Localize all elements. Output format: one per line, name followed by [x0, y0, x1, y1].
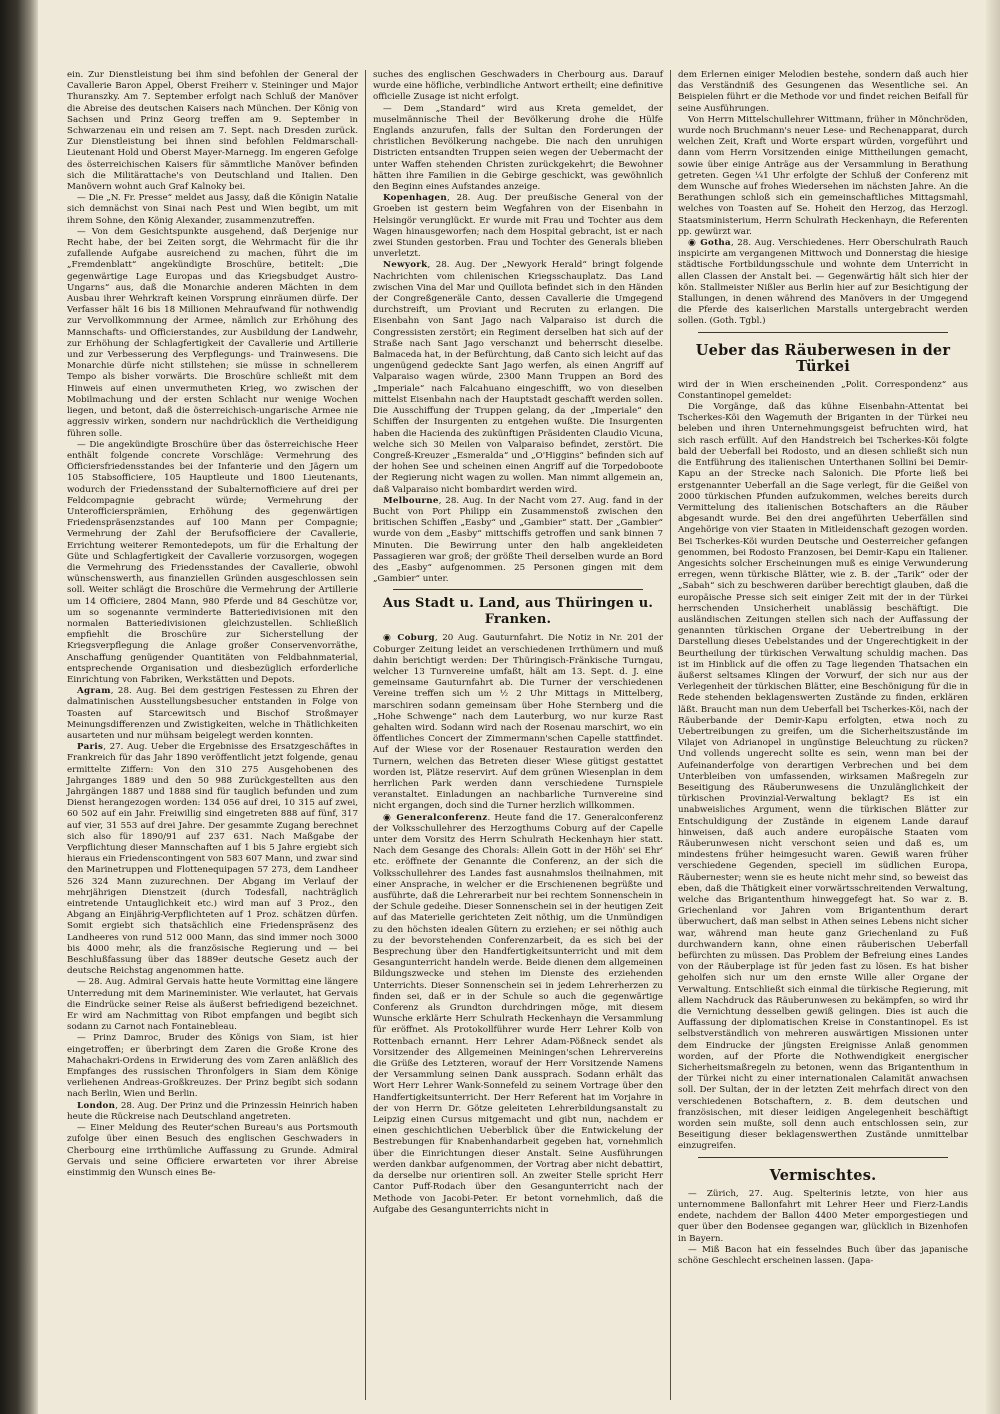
article-text: , 28. Aug. Bei dem gestrigen Festessen zu Ehren der dalmatinischen Ausstellungsbesucher entstanden in Folge von Toasten auf Starcewitsch und Bischof Stroßmayer Meinungsdifferenzen und Zwistigkeiten, welche in Thätlichkeiten ausarteten und nur mühsam beigelegt werden konnten. [67, 686, 358, 741]
page-edge [986, 0, 1000, 1414]
article-paragraph: — 28. Aug. Admiral Gervais hatte heute Vormittag eine längere Unterredung mit dem Marineminister. Wie verlautet, hat Gervais die Eindrücke seiner Reise als äußerst befriedigend bezeichnet. Er wird am Nachmittag von Ribot empfangen und begibt sich sodann zu Carnot nach Fontainebleau. [67, 977, 358, 1033]
article-paragraph: — Die angekündigte Broschüre über das österreichische Heer enthält folgende concrete Vorschläge: Vermehrung des Officiersfriedensstandes bei der Infanterie und den Jägern um 105 Stabsofficiere, 105 Hauptleute und 1800 Lieutenants, wodurch der Friedensstand der Subalternofficiere auf drei per Feldcompagnie gebracht würde; Vermehrung der Unterofficiersprämien, Erhöhung des gegenwärtigen Friedenspräsenzstandes auf 100 Mann per Compagnie; Vermehrung der Zahl der Berufsofficiere der Cavallerie, Errichtung weiterer Remontedepots, um für die Erhaltung der Güte und Schlagfertigkeit der Cavallerie vorzusorgen, wogegen die Vermehrung des Friedensstandes der Cavallerie, obwohl wünschenswerth, aus finanziellen Gründen ausgeschlossen sein soll. Weiter schlägt die Broschüre die Vermehrung der Artillerie um 14 Officiere, 2804 Mann, 980 Pferde und 84 Geschütze vor, um so sogenannte verminderte Batteriedivisionen mit den normalen Batteriedivisionen gleichzustellen. Schließlich empfiehlt die Broschüre zur Sicherstellung der Kriegsverpflegung die Anlage großer Conservenvorräthe, Anschaffung genügender Quantitäten von Feldbahnmaterial, entsprechende Organisation und diesbezüglich erforderliche Einrichtung von Fabriken, Werkstätten und Depots. [67, 439, 358, 685]
article-text: , 28. Aug. Der „Newyork Herald“ bringt folgende Nachrichten vom chilenischen Kriegsschauplatz. Das Land zwischen Vina del Mar und Quillota befindet sich in den Händen der Congreßgeneräle Canto, dessen Cavallerie die Umgegend durchstreift, um Proviant und Recruten zu erlangen. Die Eisenbahn von Sant Jago nach Valparaiso ist durch die Congressisten zerstört; ein Regiment derselben hat sich auf der Straße nach Sant Jago verschanzt und beherrscht dieselbe. Balmaceda hat, in der Befürchtung, daß Canto sich leicht auf das ungenügend gedeckte Sant Jago werfen, als einen Angriff auf Valparaiso wagen würde, 2300 Mann Truppen an Bord des „Imperiale“ nach Falcahuano eingeschifft, wo von dieselben mittelst Eisenbahn nach der Hauptstadt geschafft werden sollen. Die Ausschiffung der Truppen gelang, da der „Imperiale“ den Schiffen der Insurgenten zu entgehen wußte. Die Insurgenten haben die Hacienda des zukünftigen Präsidenten Claudio Vicuna, welche sich 30 Meilen von Valparaiso befindet, zerstört. Die Congreß-Kreuzer „Esmeralda“ und „O'Higgins“ befinden sich auf der hohen See und scheinen einen Angriff auf die Torpedoboote der Regierung nicht wagen zu wollen. Man nimmt allgemein an, daß Valparaiso nicht bombardirt werden wird. [373, 260, 663, 495]
article-paragraph: — Die „N. Fr. Presse“ meldet aus Jassy, daß die Königin Natalie sich demnächst von Sinai nach Pest und Wien begibt, um mit ihrem Sohne, den König Alexander, zusammenzutreffen. [67, 193, 358, 226]
section-symbol-icon: ◉ [688, 238, 701, 249]
article-paragraph: Die Vorgänge, daß das kühne Eisenbahn-Attentat bei Tscherkes-Köi den Wagemuth der Briganten in der Türkei neu beleben und ihren Unternehmungsgeist befruchten wird, hat sich rasch erfüllt. Auf den Handstreich bei Tscherkes-Köi folgte bald der Ueberfall bei Rodosto, und an diesen schließt sich nun die Entführung des italienischen Unterthanen Sollini bei Demir-Kapu an der Strecke nach Salonich. Die Pforte ließ bei erstgenannter Ueberfall an die Sage verlegt, für die Geißel von 2000 türkischen Pfunden aufzukommen, welches bereits durch Vermittelung des italienischen Botschafters an die Räuber abgesandt wurde. Bei den drei angeführten Ueberfällen sind Angehörige von vier Staaten in Mitleidenschaft gezogen worden. Bei Tscherkes-Köi wurden Deutsche und Oesterreicher gefangen genommen, bei Rodosto Franzosen, bei Demir-Kapu ein Italiener. Angesichts solcher Erscheinungen muß es einige Verwunderung erregen, wenn türkische Blätter, wie z. B. der „Tarik“ oder der „Sabah“ sich zu beschweren darüber berechtigt glauben, daß die europäische Presse sich seit einiger Zeit mit der in der Türkei herrschenden Unsicherheit unablässig beschäftigt. Die ausländischen Zeitungen stellen sich nach der Auffassung der genannten türkischen Organe der Uebertreibung in der Darstellung dieses Uebelstandes und der Ungerechtigkeit in der Beurtheilung der türkischen Verwaltung schuldig machen. Das ist im Hinblick auf die offen zu Tage liegenden Thatsachen ein äußerst seltsames Klingen der Vorwurf, der sich nur aus der Verlegenheit der türkischen Blätter, eine Beschönigung für die in Rede stehenden beklagenswerten Zustände zu finden, erklären läßt. Braucht man nun dem Ueberfall bei Tscherkes-Köi, nach der Räuberbande der Demir-Kapu erfolgten, etwa noch zu Uebertreibungen zu greifen, um die Sicherheitszustände im Vilajet von Adrianopel in ungünstige Beleuchtung zu rücken? Und vollends ungerecht sollte es sein, wenn man bei der Aufeinanderfolge von derartigen Verbrechen und bei dem Unterbleiben von umfassenden, wirksamen Maßregeln zur Beseitigung des Räuberunwesens die Unzulänglichkeit der türkischen Provinzial-Verwaltung beklagt? Es ist ein unabweisliches Argument, wenn die türkischen Blätter zur Entschuldigung der Zustände in eigenem Lande darauf hinweisen, daß auch andere europäische Staaten vom Räuberunwesen nicht verschont seien und daß es, um mindestens früher heimgesucht waren. Gewiß waren früher verschiedene Gegenden, speciell im südlichen Europa, Räubernester; wenn sie es heute nicht mehr sind, so beweist das eben, daß die Thätigkeit einer vorwärtsschreitenden Verwaltung, welche das Brigantenthum hinweggefegt hat. So war z. B. Griechenland vor Jahren vom Brigantenthum derart überwuchert, daß man selbst in Athen seines Lebens nicht sicher war, während man heute ganz Griechenland zu Fuß durchwandern kann, ohne einen räuberischen Ueberfall befürchten zu müssen. Das Problem der Befreiung eines Landes von der Räuberplage ist für jeden fast zu lösen. Es hat bisher geholfen sich nur um den ernste Wille aller Organe der Verwaltung. Entschließt sich einmal die türkische Regierung, mit allem Nachdruck das Räuberunwesen zu bekämpfen, so wird ihr die Vernichtung desselben gewiß gelingen. Dies ist auch die Auffassung der diplomatischen Kreise in Constantinopel. Es ist selbstverständlich von mehreren auswärtigen Missionen unter dem Eindrucke der jüngsten Ereignisse Anlaß genommen worden, auf der Pforte die Nothwendigkeit energischer Sicherheitsmaßregeln zu betonen, wenn das Brigantenthum in der Türkei nicht zu einer internationalen Calamität anwachsen soll. Der Sultan, der in der letzten Zeit mehrfach direct von den verschiedenen Botschaftern, z. B. dem deutschen und französischen, mit dieser leidigen Angelegenheit beschäftigt worden sein mußte, soll denn auch entschlossen sein, zur Beseitigung dieser beklagenswerthen Zustände unmittelbar einzugreifen. [678, 402, 968, 1152]
article-paragraph: — Zürich, 27. Aug. Spelterinis letzte, von hier aus unternommene Ballonfahrt mit Lehrer Heer und Fierz-Landis endete, nachdem der Ballon 4400 Meter emporgestiegen und quer über den Bodensee gegangen war, glücklich in Bizenhofen in Bayern. [678, 1188, 968, 1244]
dateline: London [77, 1100, 116, 1111]
dateline: Paris [77, 742, 104, 753]
article-paragraph: ein. Zur Dienstleistung bei ihm sind befohlen der General der Cavallerie Baron Appel, Oberst Freiherr v. Steininger und Major Thuranszky. Am 7. September erfolgt nach Schluß der Manöver die Abreise des deutschen Kaisers nach München. Der König von Sachsen und Prinz Georg treffen am 9. September in Schwarzenau ein und reisen am 7. Sept. nach Dresden zurück. Zur Dienstleistung bei ihnen sind befohlen Feldmarschall-Lieutenant Hold und Oberst Mayer-Marnegg. Im engeren Gefolge des österreichischen Kaisers für sämmtliche Manöver befinden sich die Militärattache's von Deutschland und Italien. Den Manövern wohnt auch Graf Kalnoky bei. [67, 70, 358, 193]
dateline: Coburg [397, 633, 435, 644]
section-divider [393, 589, 643, 590]
column-fade [60, 1386, 365, 1400]
dateline-paragraph [678, 238, 968, 328]
section-symbol-icon: ◉ [383, 812, 397, 823]
column-fade [671, 1386, 975, 1400]
column-left [60, 70, 365, 1400]
article-paragraph: Von Herrn Mittelschullehrer Wittmann, früher in Mönchröden, wurde noch Bruchmann's neuer Lese- und Rechenapparat, durch welchen Zeit, Kraft und Worte erspart würden, vorgeführt und dann vom Herrn Vorsitzenden einige Mittheilungen gemacht, sowie über einige Anträge aus der Versammlung in Berathung getreten. Gegen ¼1 Uhr erfolgte der Schluß der Conferenz mit dem Wunsche auf frohes Wiedersehen im nächsten Jahre. An die Berathungen schloß sich ein gemeinschaftliches Mittagsmahl, welches von Toasten auf Se. Hoheit den Herzog, das Herzogl. Staatsministerium, Herrn Schulrath Heckenhayn, die Referenten pp. gewürzt war. [678, 114, 968, 237]
article-text: , 28. Aug. Verschiedenes. Herr Oberschulrath Rauch inspicirte am vergangenen Mittwoch und Donnerstag die hiesige städtische Fortbildungsschule und wohnte dem Unterricht in allen Classen der Anstalt bei. — Gegenwärtig hält sich hier der kön. Stallmeister Nißler aus Berlin hier auf zur Besichtigung der Stallungen, in denen während des Manövers in der Umgegend die Pferde des kaiserlichen Marstalls untergebracht werden sollen. (Goth. Tgbl.) [678, 238, 968, 327]
article-text: , 28. Aug. In der Nacht vom 27. Aug. fand in der Bucht von Port Philipp ein Zusammenstoß zwischen den britischen Schiffen „Easby“ und „Gambier“ statt. Der „Gambier“ wurde von dem „Easby“ mittschiffs getroffen und sank binnen 7 Minuten. Die Bewirrung unter den halb angekleideten Passagieren war groß; der größte Theil derselben wurde an Bord des „Easby“ aufgenommen. 25 Personen gingen mit dem „Gambier“ unter. [373, 495, 663, 585]
article-text: , 28. Aug. Der Prinz und die Prinzessin Heinrich haben heute die Rückreise nach Deutschland angetreten. [67, 1100, 358, 1122]
article-heading: Ueber das Räuberwesen in der Türkei [695, 341, 951, 375]
article-text: , 20 Aug. Gauturnfahrt. Die Notiz in Nr. 201 der Coburger Zeitung leidet an verschiedenen Irrthümern und muß dahin berichtigt werden: Der Thüringisch-Fränkische Turngau, welcher 13 Turnvereine umfaßt, hält am 13. Sept. d. J. eine gemeinsame Gauturnfahrt ab. Die Turner der verschiedenen Vereine treffen sich um ½ 2 Uhr Mittags in Mittelberg, marschiren sodann gemeinsam über Hohe Sternberg und die „Hohe Schwenge“ nach dem Lauterburg, wo nur kurze Rast gehalten wird. Sodann wird nach der Rosenau marschirt, wo ein öffentliches Concert der Zimmermann'schen Capelle stattfindet. Auf der Wiese vor der Rosenauer Restauration werden den Turnern, welchen das Betreten dieser Wiese gütigst gestattet worden ist, Plätze reservirt. Auf dem grünen Wiesenplan in dem herrlichen Park werden dann verschiedene Turnspiele veranstaltet. Einladungen an nachbarliche Turnvereine sind nicht ergangen, doch sind die Turner herzlich willkommen. [373, 633, 663, 812]
column-fade [366, 1386, 670, 1400]
article-paragraph: — Dem „Standard“ wird aus Kreta gemeldet, der muselmännische Theil der Bevölkerung drohe die Hülfe Englands anzurufen, falls der Sultan den Forderungen der christlichen Bevölkerung nachgebe. Die nach den unruhigen Districten entsandten Truppen seien wegen der Uebermacht der unter Waffen stehenden Christen zurückgekehrt; die Bewohner hätten ihre Familien in die Gebirge geschickt, was gewöhnlich den Beginn eines Aufstandes anzeige. [373, 103, 663, 193]
dateline-paragraph [373, 813, 663, 1216]
section-divider [698, 1157, 948, 1158]
dateline: Newyork [383, 260, 428, 271]
article-paragraph: dem Erlernen einiger Melodien bestehe, sondern daß auch hier das Verständniß des Gesungenen das Wesentliche sei. An Beispielen führt er die Methode vor und findet reichen Beifall für seine Ausführungen. [678, 70, 968, 114]
dateline-paragraph [373, 496, 663, 586]
column-middle [365, 70, 670, 1400]
article-paragraph: — Von dem Gesichtspunkte ausgehend, daß Derjenige nur Recht habe, der bei Zeiten sorgt, die Wehrmacht für die ihr zufallende Aufgabe ausreichend zu machen, führt die im „Fremdenblatt“ angekündigte Broschüre, betitelt: „Die gegenwärtige Lage Europas und das Kriegsbudget Austro-Ungarns“ aus, daß die Monarchie anderen Mächten in dem Ausbau ihrer Wehrkraft keinen Vorsprung einräumen dürfe. Der Verfasser hält 16 bis 18 Millionen Mehraufwand für nothwendig zur Vervollkommnung der Armee, nämlich zur Erhöhung des Mannschafts- und Officierstandes, zur Ausbildung der Landwehr, zur Erhöhung der Schlagfertigkeit der Cavallerie und Artillerie und zur Verbesserung des Verpflegungs- und Trainwesens. Die Monarchie dürfe nicht stillstehen; sie müsse in schnellerem Tempo als bisher vorwärts. Die Broschüre schließt mit dem Hinweis auf einen unvermutheten Krieg, wo zwischen der Mobilmachung und der ersten Schlacht nur wenige Wochen liegen, und betont, daß die österreichisch-ungarische Armee nie aggressiv wirken, sondern nur nachdrücklich die Vertheidigung führen solle. [67, 226, 358, 439]
section-symbol-icon: ◉ [383, 633, 398, 644]
section-divider [698, 332, 948, 333]
dateline: Gotha [700, 238, 731, 249]
dateline-paragraph [67, 686, 358, 742]
section-heading: Vermischtes. [769, 1166, 877, 1184]
article-text: . Heute fand die 17. Generalconferenz der Volksschullehrer des Herzogthums Coburg auf der Capelle unter dem Vorsitz des Herrn Schulrath Heckenhayn hier statt. Nach dem Gesange des Chorals: Allein Gott in der Höh' sei Ehr' etc. eröffnete der Genannte die Conferenz, an der sich die Volksschullehrer des Landes fast ausnahmslos theilnahmen, mit einer Ansprache, in welcher er die Erschienenen begrüßte und ausführte, daß die Lehrerarbeit nur bei rechtem Sonnenschein in der Schule gedeihe. Dieser Sonnenschein sei in der heutigen Zeit auf das Materielle gerichteten Zeit nöthig, um die Unmündigen zu den höchsten idealen Gütern zu erziehen; er sei nöthig auch zu der bevorstehenden Conferenzarbeit, da es sich bei der Besprechung über den Handfertigkeitsunterricht und mit dem Gesangunterricht handeln werde. Beide dienen dem allgemeinen Bildungszwecke und stehen im Dienste des erziehenden Unterrichts. Dieser Sonnenschein sei in jedem Lehrerherzen zu finden sei, daß er in der Schule so auch die gegenwärtige Conferenz als Grundton durchdringen möge, mit diesem Wunsche erklärte Herr Schulrath Heckenhayn die Versammlung für eröffnet. Als Protokollführer wurde Herr Lehrer Kolb von Rottenbach ernannt. Herr Lehrer Adam-Pößneck sendet als Vorsitzender des Allgemeinen Meiningen'schen Lehrervereins die Grüße des Letzteren, worauf der Herr Vorsitzende Namens der Versammlung seinen Dank aussprach. Sodann erhält das Wort Herr Lehrer Wank-Sonnefeld zu seinem Vortrage über den Handfertigkeitsunterricht. Der Herr Referent hat im Vorjahre in der von Herrn Dr. Götze geleiteten Lehrerbildungsanstalt zu Leipzig einen Cursus mitgemacht und gibt nun, nachdem er einen geschichtlichen Ueberblick über die Entwickelung der Bestrebungen für Knabenhandarbeit gegeben hat, vornehmlich über die Einrichtungen dieser Anstalt. Seine Ausführungen werden dankbar aufgenommen, der Vortrag aber nicht debattirt, da derselbe nur orientiren soll. An zweiter Stelle spricht Herr Cantor Puff-Rodach über den Gesangunterricht nach der Methode von Jacobi-Peter. Er betont vornehmlich, daß die Aufgabe des Gesangunterrichts nicht in [373, 812, 663, 1215]
dateline: Melbourne [383, 495, 439, 506]
article-paragraph: suches des englischen Geschwaders in Cherbourg aus. Darauf wurde eine höfliche, verbindliche Antwort ertheilt; eine definitive officielle Zusage ist nicht erfolgt. [373, 70, 663, 103]
dateline-paragraph [373, 260, 663, 495]
dateline-paragraph [373, 633, 663, 812]
dateline-paragraph [67, 742, 358, 977]
dateline-paragraph [373, 193, 663, 260]
dateline-paragraph [67, 1101, 358, 1123]
column-right [670, 70, 975, 1400]
article-paragraph: — Prinz Damroc, Bruder des Königs von Siam, ist hier eingetroffen; er überbringt dem Zaren die Große Krone des Mahachakri-Ordens in Erwiderung des vom Zaren anläßlich des Empfanges des russischen Thronfolgers in Siam dem Könige verliehenen Andreas-Großkreuzes. Der Prinz begibt sich sodann nach Berlin, Wien und Berlin. [67, 1033, 358, 1100]
dateline: Generalconferenz [396, 812, 488, 823]
article-paragraph: wird der in Wien erscheinenden „Polit. Correspondenz“ aus Constantinopel gemeldet: [678, 379, 968, 401]
article-paragraph: — Miß Bacon hat ein fesselndes Buch über das japanische schöne Geschlecht erscheinen lassen. (Japa- [678, 1244, 968, 1266]
dateline: Kopenhagen [383, 193, 447, 204]
article-text: , 27. Aug. Ueber die Ergebnisse des Ersatzgeschäftes in Frankreich für das Jahr 1890 veröffentlicht jetzt folgende, genau ermittelte Ziffern: Von den 310 275 Ausgehobenen des Jahrganges 1889 und den 50 988 Zurückgestellten aus den Jahrgängen 1887 und 1888 sind für tauglich befunden und zum Dienst herangezogen worden: 134 056 auf drei, 10 315 auf zwei, 60 502 auf ein Jahr. Freiwillig sind eingetreten 888 auf fünf, 317 auf vier, 31 553 auf drei Jahre. Der gesammte Zugang berechnet sich also für 1890/91 auf 237 631. Nach Maßgabe der Verpflichtung dieser Mannschaften auf 1 bis 5 Jahre ergiebt sich hieraus ein Friedenscontingent von 583 607 Mann, und zwar sind den Marinetruppen und Flottenequipagen 57 273, dem Landheer 526 324 Mann zuzurechnen. Der Abgang im Verlauf der mehrjährigen Dienstzeit (durch Todesfall, nachträglich eintretende Untauglichkeit etc.) wird man auf 3 Proz., den Abgang an Einjährig-Verpflichteten auf 1 Proz. schätzen dürfen. Somit ergiebt sich thatsächlich eine Friedenspräsenz des Landheeres von rund 512 000 Mann, das sind immer noch 3000 bis 4000 mehr, als die französische Regierung und — bei Beschlußfassung über das 1889er deutsche Gesetz auch der deutsche Reichstag angenommen hatte. [67, 742, 358, 977]
article-text: , 28. Aug. Der preußische General von der Groeben ist gestern beim Wegfahren von der Eisenbahn in Helsingör verunglückt. Er wurde mit Frau und Tochter aus dem Wagen hinausgeworfen; nach dem Hospital gebracht, ist er nach zwei Stunden gestorben. Frau und Tochter des Generals blieben unverletzt. [373, 193, 663, 260]
dateline: Agram [77, 686, 111, 697]
book-spine-shadow [0, 0, 38, 1414]
article-paragraph: — Einer Meldung des Reuter'schen Bureau's aus Portsmouth zufolge über einen Besuch des englischen Geschwaders in Cherbourg eine irrthümliche Auffassung zu Grunde. Admiral Gervais und seine Officiere erwarteten vor ihrer Abreise einstimmig den Wunsch eines Be- [67, 1123, 358, 1178]
text-columns [60, 70, 975, 1400]
section-heading: Aus Stadt u. Land, aus Thüringen u. Franken. [382, 596, 654, 628]
